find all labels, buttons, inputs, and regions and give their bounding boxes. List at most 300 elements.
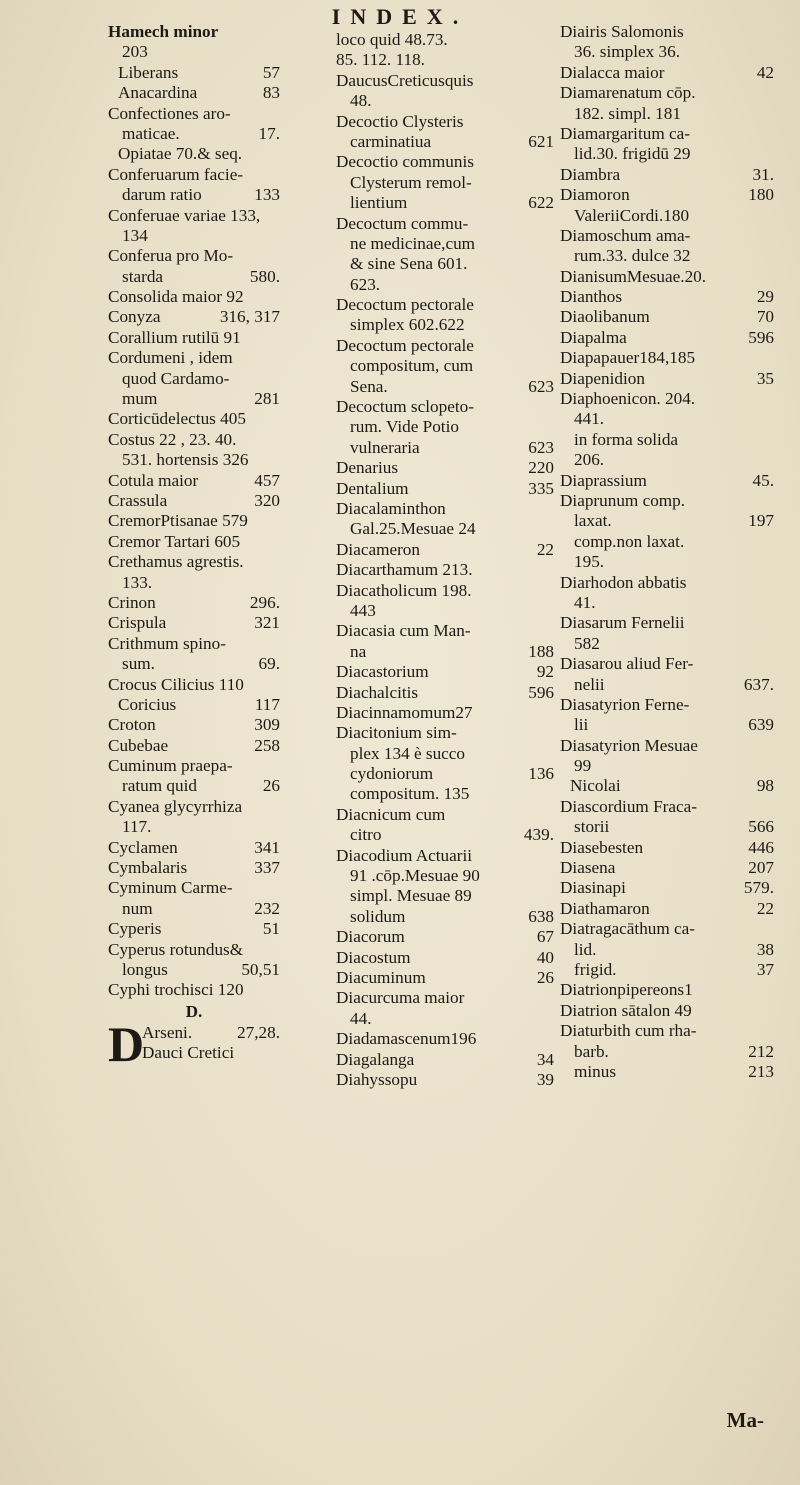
- entry-term: Dentalium: [336, 478, 409, 498]
- entry-page-number: [550, 397, 554, 417]
- index-entry: [108, 226, 280, 246]
- entry-page-number: [770, 919, 774, 939]
- entry-term: Diacameron: [336, 539, 420, 559]
- entry-page-number: 207: [748, 858, 774, 878]
- entry-term: simplex 602.622: [350, 315, 465, 335]
- index-entry: [142, 1023, 280, 1043]
- entry-page-number: [550, 723, 554, 743]
- entry-term: & sine Sena 601.: [350, 254, 468, 274]
- index-entry: [560, 83, 774, 103]
- entry-term: Diapapauer184,185: [560, 348, 696, 368]
- index-entry: [336, 683, 554, 703]
- entry-term: Conferua pro Mo-: [108, 246, 234, 266]
- entry-page-number: [770, 491, 774, 511]
- entry-page-number: [276, 206, 280, 226]
- entry-page-number: 17.: [258, 123, 280, 143]
- entry-page-number: 22: [536, 539, 554, 559]
- entry-term: Croton: [108, 715, 156, 735]
- index-entry: [560, 797, 774, 817]
- index-entry: [336, 397, 554, 417]
- entry-page-number: [770, 593, 774, 613]
- entry-page-number: [770, 246, 774, 266]
- index-entry: [560, 1021, 774, 1041]
- entry-term: Diatrionpipereons1: [560, 980, 693, 1000]
- entry-page-number: 92: [536, 662, 554, 682]
- index-entry: [560, 1062, 774, 1082]
- entry-page-number: [276, 165, 280, 185]
- entry-page-number: 296.: [249, 592, 280, 612]
- entry-term: Diacasia cum Man-: [336, 621, 471, 641]
- index-entry: [560, 328, 774, 348]
- entry-page-number: [770, 1021, 774, 1041]
- entry-term: lid.: [574, 939, 597, 959]
- entry-term: Diasena: [560, 858, 616, 878]
- entry-term: Cordumeni , idem: [108, 348, 233, 368]
- index-entry: [336, 948, 554, 968]
- entry-term: 582: [574, 633, 600, 653]
- index-entry: [336, 662, 554, 682]
- index-entry: [336, 927, 554, 947]
- index-entry: [560, 348, 774, 368]
- entry-term: 48.: [350, 91, 372, 111]
- entry-page-number: [770, 409, 774, 429]
- index-entry: [336, 479, 554, 499]
- entry-term: 133.: [122, 572, 153, 592]
- entry-term: 99: [574, 756, 592, 776]
- index-entry: [560, 675, 774, 695]
- index-entry: [336, 642, 554, 662]
- catchword: Ma-: [726, 1408, 764, 1432]
- index-entry: [108, 715, 280, 735]
- index-entry: [560, 22, 774, 42]
- index-entry: [336, 1029, 554, 1049]
- entry-page-number: 623: [528, 376, 554, 396]
- entry-term: Diasebesten: [560, 837, 644, 857]
- entry-page-number: [550, 173, 554, 193]
- entry-term: Diaphoenicon. 204.: [560, 389, 696, 409]
- entry-term: simpl. Mesuae 89: [350, 886, 472, 906]
- entry-page-number: [550, 30, 554, 50]
- index-entry: [560, 940, 774, 960]
- entry-term: Confectiones aro-: [108, 103, 231, 123]
- entry-page-number: 57: [262, 62, 280, 82]
- index-entry: [336, 621, 554, 641]
- entry-page-number: [276, 430, 280, 450]
- index-entry: [336, 601, 554, 621]
- entry-term: Diasarou aliud Fer-: [560, 654, 694, 674]
- index-entry: [560, 858, 774, 878]
- entry-term: DianisumMesuae.20.: [560, 266, 707, 286]
- index-column-3: [560, 22, 774, 1082]
- entry-page-number: [276, 104, 280, 124]
- index-entry: [108, 348, 280, 368]
- entry-term: citro: [350, 825, 382, 845]
- index-entry: [560, 491, 774, 511]
- entry-term: Diatrion sātalon 49: [560, 1000, 692, 1020]
- index-entry: [560, 756, 774, 776]
- entry-page-number: [276, 287, 280, 307]
- entry-term: Cuminum praepa-: [108, 756, 233, 776]
- index-entry: [336, 152, 554, 172]
- entry-term: Cubebae: [108, 735, 169, 755]
- index-entry: [560, 389, 774, 409]
- entry-page-number: [550, 1009, 554, 1029]
- entry-page-number: 320: [254, 490, 280, 510]
- entry-term: na: [350, 641, 367, 661]
- index-entry: [108, 144, 280, 164]
- entry-page-number: 51: [262, 919, 280, 939]
- entry-page-number: [550, 846, 554, 866]
- entry-term: Crispula: [108, 613, 167, 633]
- index-entry: [108, 960, 280, 980]
- entry-term: minus: [574, 1061, 617, 1081]
- index-entry: [108, 654, 280, 674]
- index-entry: [108, 736, 280, 756]
- entry-term: Decoctum commu-: [336, 213, 469, 233]
- entry-page-number: [550, 560, 554, 580]
- index-entry: [560, 695, 774, 715]
- index-entry: [108, 471, 280, 491]
- index-entry: [336, 540, 554, 560]
- index-entry: [108, 450, 280, 470]
- entry-term: Corticūdelectus 405: [108, 409, 246, 429]
- index-entry: [560, 42, 774, 62]
- entry-term: Diacitonium sim-: [336, 723, 457, 743]
- entry-term: Diapalma: [560, 327, 627, 347]
- entry-page-number: 180: [748, 185, 774, 205]
- entry-page-number: [550, 254, 554, 274]
- entry-term: Coricius: [118, 694, 177, 714]
- entry-term: Diacnicum cum: [336, 804, 446, 824]
- entry-page-number: 316, 317: [219, 307, 280, 327]
- entry-term: rum. Vide Potio: [350, 417, 459, 437]
- entry-page-number: [550, 71, 554, 91]
- entry-page-number: 70: [756, 307, 774, 327]
- entry-page-number: 337: [254, 858, 280, 878]
- entry-term: ValeriiCordi.180: [574, 205, 690, 225]
- entry-term: lii: [574, 715, 589, 735]
- index-entry: [336, 805, 554, 825]
- entry-page-number: 457: [254, 470, 280, 490]
- entry-term: Crethamus agrestis.: [108, 552, 244, 572]
- entry-page-number: 637.: [743, 674, 774, 694]
- entry-term: Diacarthamum 213.: [336, 560, 473, 580]
- index-entry: [108, 124, 280, 144]
- entry-page-number: [550, 621, 554, 641]
- entry-page-number: [276, 756, 280, 776]
- entry-term: Diacatholicum 198.: [336, 580, 472, 600]
- entry-page-number: [276, 797, 280, 817]
- entry-term: Diaprunum comp.: [560, 490, 686, 510]
- index-entry: [560, 736, 774, 756]
- entry-page-number: [770, 736, 774, 756]
- entry-term: Conferuae variae 133,: [108, 205, 261, 225]
- entry-page-number: 22: [756, 898, 774, 918]
- index-entry: [336, 30, 554, 50]
- entry-page-number: 98: [756, 776, 774, 796]
- entry-term: Clysterum remol-: [350, 172, 472, 192]
- entry-term: Diagalanga: [336, 1049, 415, 1069]
- index-entry: [108, 573, 280, 593]
- entry-page-number: [550, 295, 554, 315]
- entry-term: Crithmum spino-: [108, 633, 226, 653]
- section-letter: D.: [185, 1001, 203, 1021]
- entry-term: Conferuarum facie-: [108, 164, 244, 184]
- index-entry: [108, 613, 280, 633]
- index-entry: [336, 907, 554, 927]
- entry-page-number: [276, 634, 280, 654]
- entry-term: Diacalaminthon: [336, 498, 446, 518]
- index-entry: [560, 960, 774, 980]
- entry-term: CremorPtisanae 579: [108, 511, 248, 531]
- entry-term: Crassula: [108, 490, 168, 510]
- entry-page-number: 38: [756, 939, 774, 959]
- index-entry: [336, 1009, 554, 1029]
- entry-term: Denarius: [336, 458, 399, 478]
- entry-term: ne medicinae,cum: [350, 233, 476, 253]
- entry-term: Sena.: [350, 376, 388, 396]
- index-entry: [560, 185, 774, 205]
- entry-term: Diacorum: [336, 927, 405, 947]
- entry-page-number: [276, 675, 280, 695]
- entry-page-number: 439.: [523, 825, 554, 845]
- entry-page-number: 220: [528, 458, 554, 478]
- index-entry-list: [336, 30, 554, 1090]
- entry-page-number: 566: [748, 817, 774, 837]
- index-entry: [560, 634, 774, 654]
- index-column-1: [108, 22, 280, 1072]
- entry-term: DaucusCreticusquis: [336, 70, 474, 90]
- entry-page-number: 83: [262, 83, 280, 103]
- entry-page-number: 335: [528, 478, 554, 498]
- entry-term: carminatiua: [350, 131, 432, 151]
- entry-page-number: 622: [528, 193, 554, 213]
- entry-term: Diaturbith cum rha-: [560, 1021, 697, 1041]
- entry-term: Decoctum pectorale: [336, 335, 474, 355]
- index-entry: [108, 42, 280, 62]
- entry-term: maticae.: [122, 123, 180, 143]
- index-entry: [336, 866, 554, 886]
- entry-page-number: [550, 1029, 554, 1049]
- entry-page-number: [770, 348, 774, 368]
- entry-term: Diaolibanum: [560, 307, 650, 327]
- entry-page-number: [770, 83, 774, 103]
- entry-term: cydoniorum: [350, 764, 434, 784]
- entry-term: Diatragacāthum ca-: [560, 919, 696, 939]
- entry-term: Diacinnamomum27: [336, 702, 473, 722]
- entry-page-number: [276, 511, 280, 531]
- index-entry: [108, 369, 280, 389]
- entry-term: in forma solida: [574, 429, 679, 449]
- index-entry: [336, 336, 554, 356]
- entry-page-number: [550, 499, 554, 519]
- index-entry: [336, 214, 554, 234]
- entry-page-number: 26: [262, 776, 280, 796]
- entry-page-number: [276, 369, 280, 389]
- entry-page-number: [550, 703, 554, 723]
- entry-page-number: [550, 336, 554, 356]
- entry-page-number: [550, 234, 554, 254]
- entry-page-number: [770, 573, 774, 593]
- entry-page-number: [550, 866, 554, 886]
- entry-term: Cyperis: [108, 919, 162, 939]
- entry-term: Corallium rutilū 91: [108, 327, 241, 347]
- index-entry: [336, 988, 554, 1008]
- entry-term: mum: [122, 389, 158, 409]
- entry-term: lid.30. frigidū 29: [574, 144, 691, 164]
- entry-term: Diairis Salomonis: [560, 22, 684, 41]
- index-entry: [560, 838, 774, 858]
- entry-page-number: [550, 417, 554, 437]
- index-entry: [108, 287, 280, 307]
- index-entry: [336, 519, 554, 539]
- entry-term: quod Cardamo-: [122, 368, 230, 388]
- index-entry: [108, 104, 280, 124]
- entry-term: Cyperus rotundus&: [108, 939, 244, 959]
- index-entry: [336, 275, 554, 295]
- entry-page-number: 341: [254, 837, 280, 857]
- entry-term: Conyza: [108, 307, 161, 327]
- entry-page-number: 212: [748, 1041, 774, 1061]
- entry-page-number: [550, 581, 554, 601]
- entry-page-number: 27,28.: [237, 1022, 280, 1042]
- entry-page-number: [550, 91, 554, 111]
- index-entry: [336, 417, 554, 437]
- index-column-2: [336, 30, 554, 1090]
- entry-term: plex 134 è succo: [350, 743, 466, 763]
- index-entry: [336, 254, 554, 274]
- entry-page-number: 40: [536, 947, 554, 967]
- entry-page-number: 31.: [752, 164, 774, 184]
- entry-term: Cyphi trochisci 120: [108, 980, 244, 1000]
- entry-term: 41.: [574, 592, 596, 612]
- section-start: [108, 1015, 280, 1072]
- index-entry: [560, 267, 774, 287]
- entry-term: Cyminum Carme-: [108, 878, 233, 898]
- index-entry: [108, 267, 280, 287]
- index-entry: [336, 846, 554, 866]
- index-entry: [560, 307, 774, 327]
- entry-term: Diascordium Fraca-: [560, 796, 697, 816]
- index-entry: [108, 165, 280, 185]
- index-entry: [560, 287, 774, 307]
- entry-page-number: [550, 152, 554, 172]
- page-header: INDEX.: [331, 4, 469, 29]
- entry-page-number: 26: [536, 967, 554, 987]
- entry-term: 36. simplex 36.: [574, 42, 680, 62]
- entry-term: loco quid 48.73.: [336, 30, 448, 49]
- entry-term: Dianthos: [560, 287, 623, 307]
- index-entry: [560, 63, 774, 83]
- index-entry: [560, 532, 774, 552]
- entry-term: Liberans: [118, 62, 179, 82]
- entry-term: Diarhodon abbatis: [560, 572, 687, 592]
- index-entry: [336, 784, 554, 804]
- index-entry: [336, 193, 554, 213]
- index-entry: [108, 491, 280, 511]
- entry-page-number: [276, 246, 280, 266]
- entry-page-number: [770, 756, 774, 776]
- entry-page-number: 136: [528, 764, 554, 784]
- entry-term: Cremor Tartari 605: [108, 531, 241, 551]
- index-entry: [560, 471, 774, 491]
- entry-term: Diamargaritum ca-: [560, 123, 690, 143]
- entry-term: Diambra: [560, 164, 621, 184]
- entry-page-number: 117: [254, 694, 280, 714]
- entry-page-number: [770, 532, 774, 552]
- index-entry: [336, 91, 554, 111]
- entry-page-number: [550, 601, 554, 621]
- entry-term: num: [122, 898, 153, 918]
- index-entry: [560, 573, 774, 593]
- entry-term: Diasinapi: [560, 878, 626, 898]
- entry-page-number: [276, 328, 280, 348]
- entry-term: Diacurcuma maior: [336, 988, 465, 1008]
- entry-term: frigid.: [574, 959, 617, 979]
- entry-page-number: [770, 42, 774, 62]
- index-entry: [560, 226, 774, 246]
- index-entry: [560, 206, 774, 226]
- entry-term: 203: [122, 42, 148, 62]
- index-entry: [108, 980, 280, 1000]
- entry-term: 85. 112. 118.: [336, 50, 425, 70]
- entry-term: compositum, cum: [350, 356, 474, 376]
- entry-page-number: 579.: [743, 878, 774, 898]
- index-entry: [336, 173, 554, 193]
- entry-page-number: [550, 886, 554, 906]
- entry-term: 134: [122, 225, 148, 245]
- entry-page-number: [550, 805, 554, 825]
- entry-page-number: [770, 613, 774, 633]
- entry-term: longus: [122, 959, 168, 979]
- entry-page-number: [770, 144, 774, 164]
- entry-page-number: [770, 226, 774, 246]
- entry-page-number: 232: [254, 898, 280, 918]
- entry-page-number: 35: [756, 368, 774, 388]
- entry-term: Diacodium Actuarii: [336, 845, 473, 865]
- index-entry: [336, 132, 554, 152]
- entry-term: 441.: [574, 409, 605, 429]
- index-entry: [560, 124, 774, 144]
- entry-term: Anacardina: [118, 83, 198, 103]
- index-entry: [560, 1042, 774, 1062]
- entry-page-number: [770, 634, 774, 654]
- index-entry: [560, 450, 774, 470]
- index-entry: [560, 715, 774, 735]
- entry-page-number: 50,51: [241, 959, 280, 979]
- entry-term: Opiatae 70.& seq.: [118, 144, 243, 164]
- index-entry: [336, 703, 554, 723]
- entry-page-number: 188: [528, 641, 554, 661]
- entry-page-number: 197: [748, 511, 774, 531]
- entry-term: Hamech minor: [108, 22, 219, 41]
- entry-page-number: 29: [756, 287, 774, 307]
- entry-page-number: 213: [748, 1061, 774, 1081]
- entry-page-number: 281: [254, 389, 280, 409]
- entry-page-number: [550, 988, 554, 1008]
- index-entry: [336, 112, 554, 132]
- entry-page-number: [770, 980, 774, 1000]
- entry-term: Cyclamen: [108, 837, 178, 857]
- index-entry: [336, 744, 554, 764]
- entry-page-number: [276, 532, 280, 552]
- entry-term: storii: [574, 817, 610, 837]
- entry-page-number: 67: [536, 927, 554, 947]
- entry-page-number: [550, 275, 554, 295]
- index-entry: [336, 234, 554, 254]
- entry-term: rum.33. dulce 32: [574, 246, 691, 266]
- index-entry: [336, 1050, 554, 1070]
